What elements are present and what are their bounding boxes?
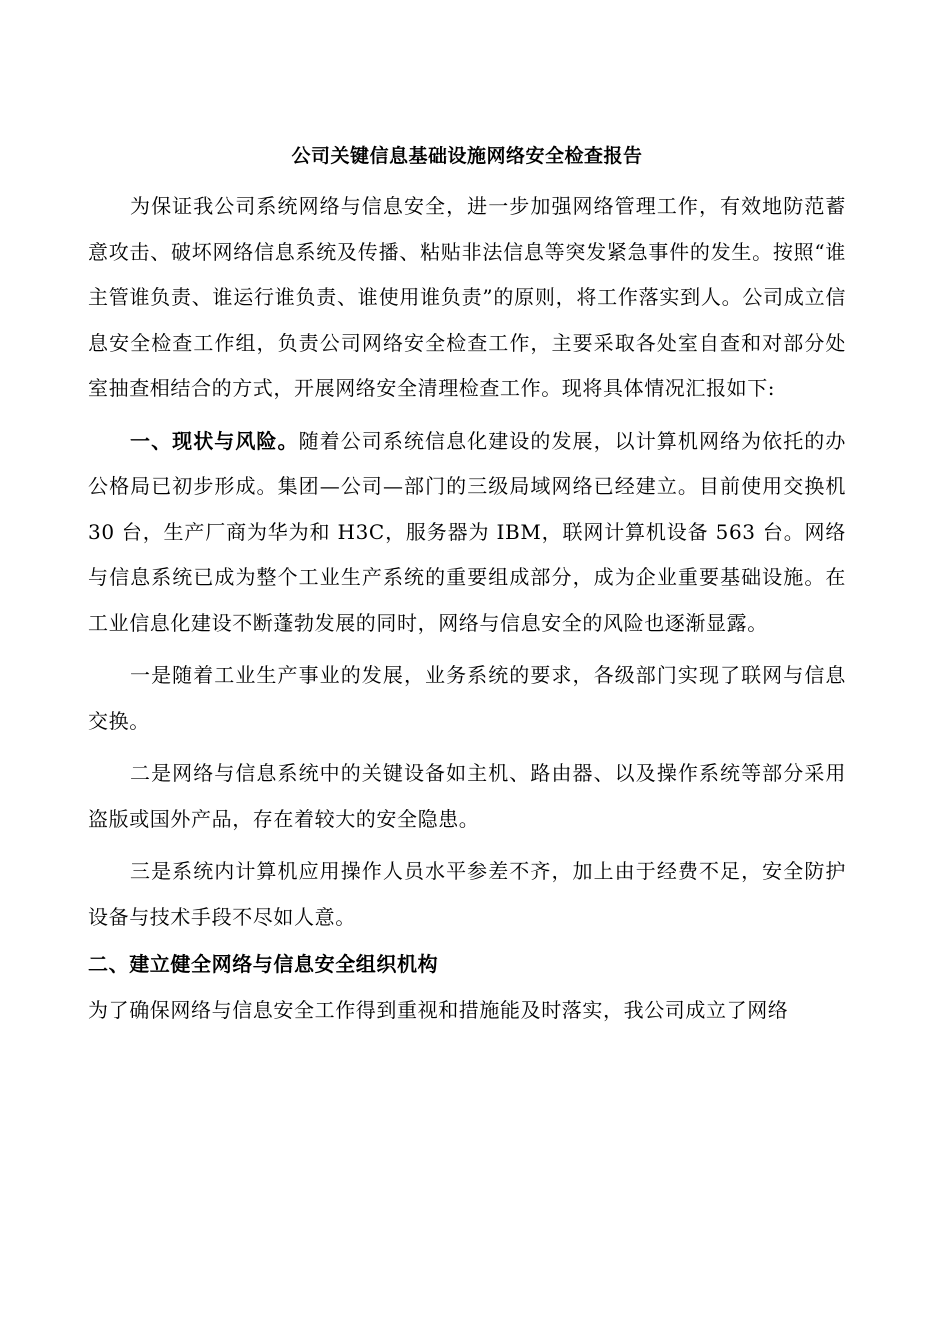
point-paragraph-2: 二是网络与信息系统中的关键设备如主机、路由器、以及操作系统等部分采用盗版或国外产品，存在着较大的安全隐患。 <box>88 761 846 831</box>
document-title: 公司关键信息基础设施网络安全检查报告 <box>291 145 643 167</box>
point-paragraph-1: 一是随着工业生产事业的发展，业务系统的要求，各级部门实现了联网与信息交换。 <box>88 663 846 733</box>
section2-paragraph: 为了确保网络与信息安全工作得到重视和措施能及时落实，我公司成立了网络 <box>88 997 789 1022</box>
section1-lead: 一、现状与风险。 <box>130 428 299 453</box>
section2-heading: 二、建立健全网络与信息安全组织机构 <box>88 952 439 976</box>
section1-body: 随着公司系统信息化建设的发展，以计算机网络为依托的办公格局已初步形成。集团—公司—部门的三级局域网络已经建立。目前使用交换机 30 台，生产厂商为华为和 H3C，服务器为 IBM，联网计算机设备 563 台。网络与信息系统已成为整个工业生产系统的重要组成部分，成为企业重要基础设施。在工业信息化建设不断蓬勃发展的同时，网络与信息安全的风险也逐渐显露。 <box>88 428 846 635</box>
point-paragraph-3: 三是系统内计算机应用操作人员水平参差不齐，加上由于经费不足，安全防护设备与技术手段不尽如人意。 <box>88 859 846 929</box>
document-page <box>88 132 846 1033</box>
intro-paragraph: 为保证我公司系统网络与信息安全，进一步加强网络管理工作，有效地防范蓄意攻击、破坏网络信息系统及传播、粘贴非法信息等突发紧急事件的发生。按照“谁主管谁负责、谁运行谁负责、谁使用谁负责”的原则，将工作落实到人。公司成立信息安全检查工作组，负责公司网络安全检查工作，主要采取各处室自查和对部分处室抽查相结合的方式，开展网络安全清理检查工作。现将具体情况汇报如下: <box>88 194 846 400</box>
section1-paragraph <box>88 419 846 647</box>
